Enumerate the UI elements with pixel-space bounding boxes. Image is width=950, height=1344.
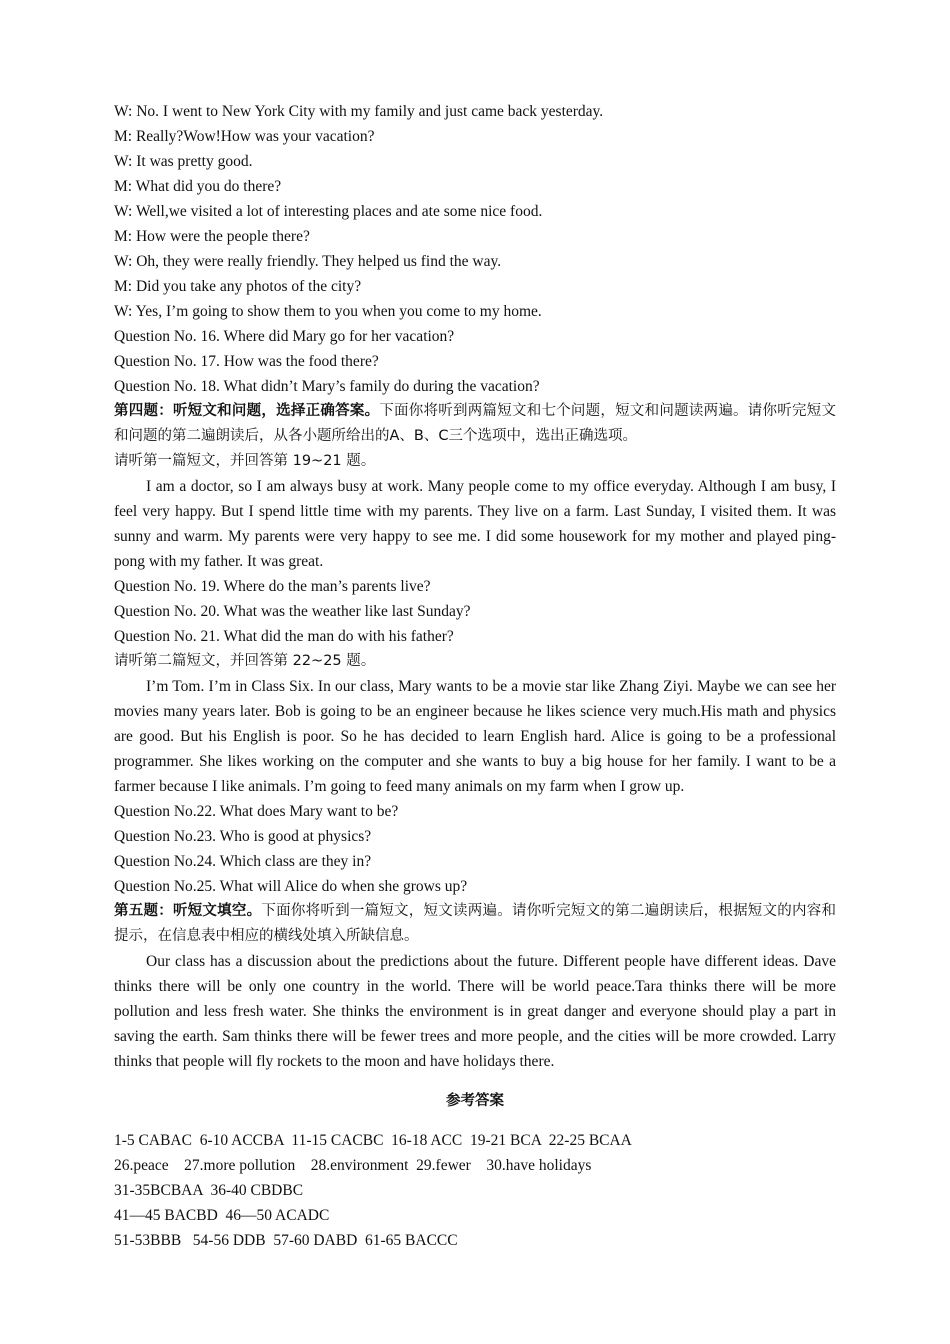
section5-passage: Our class has a discussion about the predictions about the future. Different people have different ideas. Dave thinks there will be only one country in the world. There will be world peace.Tara thinks there will be more pollution and less fresh water. She thinks the environment is in great danger and everyone should play a part in saving the earth. Sam thinks there will be fewer trees and more people, and the cities will be more crowded. Larry thinks that people will fly rockets to the moon and have holidays there. — [114, 953, 836, 1070]
section4-passage-1: I am a doctor, so I am always busy at work. Many people come to my office everyday. Although I am busy, I feel very happy. But I spend little time with my parents. They live on a farm. Last Sunday, I visited them. It was sunny and warm. My parents were very happy to see me. I did some housework for my mother and played ping-pong with my father. It was great. — [114, 478, 836, 570]
dialogue-line: W: Oh, they were really friendly. They helped us find the way. — [114, 253, 502, 270]
question-line: Question No.23. Who is good at physics? — [114, 828, 372, 845]
dialogue-line: W: No. I went to New York City with my family and just came back yesterday. — [114, 103, 604, 120]
dialogue-line: W: It was pretty good. — [114, 153, 253, 170]
question-line: Question No. 16. Where did Mary go for her vacation? — [114, 328, 455, 345]
answers-title: 参考答案 — [446, 1092, 504, 1109]
answer-line: 51-53BBB 54-56 DDB 57-60 DABD 61-65 BACCC — [114, 1232, 458, 1249]
dialogue-line: W: Yes, I’m going to show them to you when you come to my home. — [114, 303, 542, 320]
question-line: Question No. 19. Where do the man’s parents live? — [114, 578, 431, 595]
answer-line: 31-35BCBAA 36-40 CBDBC — [114, 1182, 304, 1199]
section5-instruction: 下面你将听到一篇短文，短文读两遍。请你听完短文的第二遍朗读后，根据短文的内容和提示，在信息表中相应的横线处填入所缺信息。 — [114, 903, 837, 944]
answer-line: 1-5 CABAC 6-10 ACCBA 11-15 CACBC 16-18 ACC 19-21 BCA 22-25 BCAA — [114, 1132, 632, 1149]
section4-heading — [114, 399, 836, 449]
question-line: Question No.25. What will Alice do when she grows up? — [114, 878, 468, 895]
document-page — [114, 99, 836, 1253]
question-line: Question No. 18. What didn’t Mary’s family do during the vacation? — [114, 378, 540, 395]
question-line: Question No.24. Which class are they in? — [114, 853, 372, 870]
section4-intro-2: 请听第二篇短文，并回答第 22~25 题。 — [114, 653, 376, 669]
section4-instruction: 下面你将听到两篇短文和七个问题，短文和问题读两遍。请你听完短文和问题的第二遍朗读后，从各小题所给出的A、B、C三个选项中，选出正确选项。 — [114, 403, 836, 444]
dialogue-line: W: Well,we visited a lot of interesting places and ate some nice food. — [114, 203, 543, 220]
dialogue-line: M: What did you do there? — [114, 178, 282, 195]
question-line: Question No. 21. What did the man do with his father? — [114, 628, 454, 645]
section4-passage-2: I’m Tom. I’m in Class Six. In our class, Mary wants to be a movie star like Zhang Ziyi. Maybe we can see her movies many years later. Bob is going to be an engineer because he likes science very much.His math and physics are good. But his English is poor. So he has decided to learn English hard. Alice is going to be a professional programmer. She likes working on the computer and she wants to buy a big house for her family. I want to be a farmer because I like animals. I’m going to feed many animals on my farm when I grow up. — [114, 678, 836, 795]
question-line: Question No. 20. What was the weather like last Sunday? — [114, 603, 471, 620]
section5-heading — [114, 899, 836, 949]
question-line: Question No.22. What does Mary want to be? — [114, 803, 399, 820]
section5-title: 第五题：听短文填空。 — [114, 903, 262, 919]
answer-line: 26.peace 27.more pollution 28.environment 29.fewer 30.have holidays — [114, 1157, 592, 1174]
question-line: Question No. 17. How was the food there? — [114, 353, 379, 370]
dialogue-line: M: Did you take any photos of the city? — [114, 278, 362, 295]
section4-title: 第四题：听短文和问题，选择正确答案。 — [114, 403, 380, 419]
answer-line: 41—45 BACBD 46—50 ACADC — [114, 1207, 330, 1224]
dialogue-line: M: Really?Wow!How was your vacation? — [114, 128, 375, 145]
section4-intro-1: 请听第一篇短文，并回答第 19~21 题。 — [114, 453, 376, 469]
dialogue-line: M: How were the people there? — [114, 228, 310, 245]
